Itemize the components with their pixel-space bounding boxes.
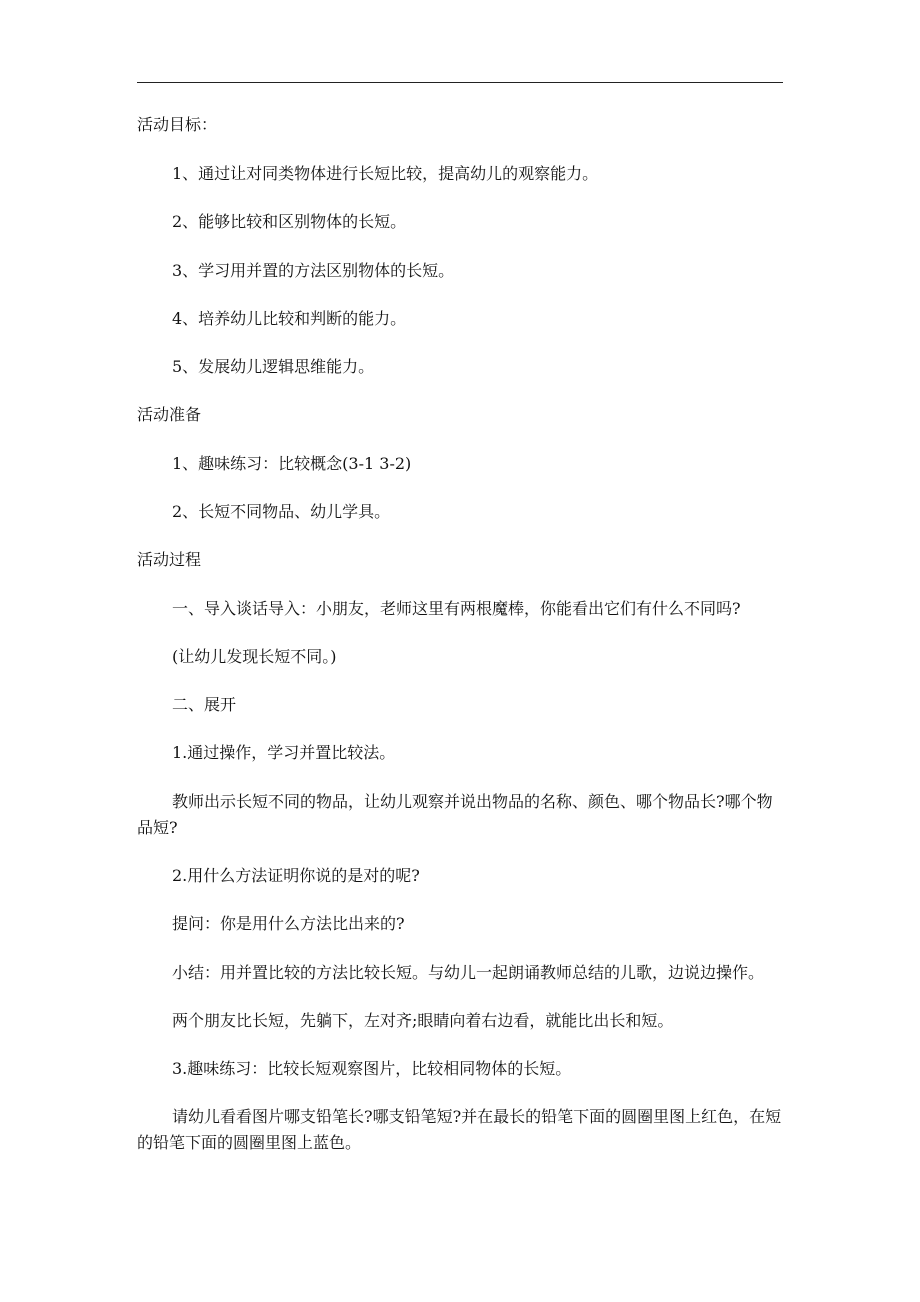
process-item-intro: 一、导入谈话导入：小朋友，老师这里有两根魔棒，你能看出它们有什么不同吗? <box>172 599 741 618</box>
goal-item-3: 3、学习用并置的方法区别物体的长短。 <box>172 261 455 280</box>
header-rule <box>137 82 783 83</box>
process-item-step-3: 3.趣味练习：比较长短观察图片，比较相同物体的长短。 <box>172 1059 572 1078</box>
process-item-show-objects: 教师出示长短不同的物品，让幼儿观察并说出物品的名称、颜色、哪个物品长?哪个物 <box>172 792 773 811</box>
prep-item-2: 2、长短不同物品、幼儿学具。 <box>172 502 391 521</box>
process-item-coloring: 请幼儿看看图片哪支铅笔长?哪支铅笔短?并在最长的铅笔下面的圆圈里图上红色，在短 <box>172 1107 782 1126</box>
process-item-rhyme: 两个朋友比长短，先躺下，左对齐;眼睛向着右边看，就能比出长和短。 <box>172 1011 674 1030</box>
process-item-step-1: 1.通过操作，学习并置比较法。 <box>172 743 396 762</box>
process-item-summary: 小结：用并置比较的方法比较长短。与幼儿一起朗诵教师总结的儿歌，边说边操作。 <box>172 963 765 982</box>
prep-item-1: 1、趣味练习：比较概念(3-1 3-2) <box>172 454 412 473</box>
section-heading-preparation: 活动准备 <box>137 405 202 424</box>
process-item-question: 提问：你是用什么方法比出来的? <box>172 914 405 933</box>
goal-item-4: 4、培养幼儿比较和判断的能力。 <box>172 309 407 328</box>
section-heading-goals: 活动目标： <box>137 115 218 134</box>
process-item-expand: 二、展开 <box>172 695 237 714</box>
goal-item-5: 5、发展幼儿逻辑思维能力。 <box>172 357 375 376</box>
process-item-show-objects-cont: 品短? <box>137 818 178 837</box>
goal-item-2: 2、能够比较和区别物体的长短。 <box>172 212 407 231</box>
process-item-step-2: 2.用什么方法证明你说的是对的呢? <box>172 866 420 885</box>
process-item-coloring-cont: 的铅笔下面的圆圈里图上蓝色。 <box>137 1133 362 1152</box>
process-item-note: (让幼儿发现长短不同。) <box>172 647 337 666</box>
section-heading-process: 活动过程 <box>137 550 202 569</box>
goal-item-1: 1、通过让对同类物体进行长短比较，提高幼儿的观察能力。 <box>172 164 599 183</box>
